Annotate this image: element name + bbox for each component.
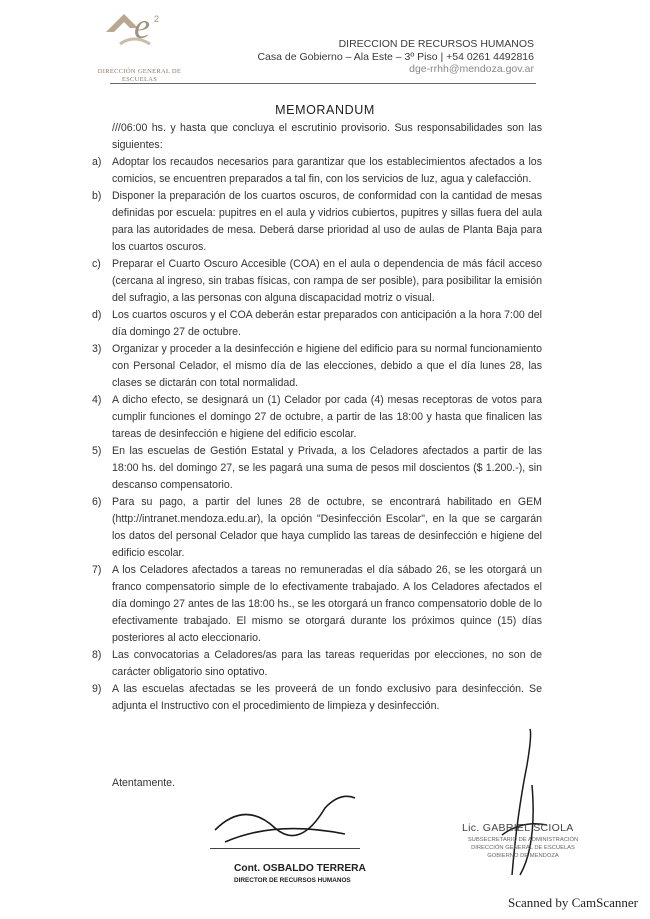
item-text: Disponer la preparación de los cuartos oscuros, de conformidad con la cantidad de mesas definidas por escuela: pupitres en el aula y vidrios cubiertos, pupitres y sillas fuera del aula para las autoridades de mesa. Deberá darse prioridad al uso de aulas de Planta Baja para los cuartos oscuros. <box>112 190 542 253</box>
svg-text:2: 2 <box>154 14 160 24</box>
item-marker: c) <box>92 258 101 270</box>
list-item <box>92 647 542 681</box>
item-text: Organizar y proceder a la desinfección e higiene del edificio para su normal funcionamiento con Personal Celador, el mismo día de las elecciones, debido a que el día lunes 28, las clases se dictarán con total normalidad. <box>112 343 542 389</box>
list-item <box>92 256 542 307</box>
list-item <box>92 681 542 715</box>
item-marker: 5) <box>92 445 102 457</box>
letterhead-contact <box>257 38 534 76</box>
item-text: Adoptar los recaudos necesarios para garantizar que los establecimientos afectados a los comicios, se encuentren preparados a tal fin, con los servicios de luz, agua y calefacción. <box>112 156 542 185</box>
list-item <box>92 443 542 494</box>
memo-title: MEMORANDUM <box>275 103 375 117</box>
item-marker: 7) <box>92 564 102 576</box>
item-marker: 6) <box>92 496 102 508</box>
closing-text: Atentamente. <box>112 777 176 789</box>
dge-logo-icon <box>100 4 180 66</box>
signatory-1-name: Cont. OSBALDO TERRERA <box>234 863 366 874</box>
item-text: Las convocatorias a Celadores/as para las tareas requeridas por elecciones, no son de carácter obligatorio sino optativo. <box>112 649 542 678</box>
item-marker: 8) <box>92 649 102 661</box>
department-name: DIRECCION DE RECURSOS HUMANOS <box>338 38 534 50</box>
stamp-line: GOBIERNO DE MENDOZA <box>487 853 559 859</box>
list-item <box>92 562 542 647</box>
list-item <box>92 154 542 188</box>
signature-line <box>210 848 360 849</box>
svg-text:e: e <box>134 6 150 46</box>
intro-paragraph: ///06:00 hs. y hasta que concluya el escrutinio provisorio. Sus responsabilidades son las siguientes: <box>112 122 542 151</box>
item-marker: a) <box>92 156 102 168</box>
header-rule <box>110 83 536 84</box>
item-marker: b) <box>92 190 102 202</box>
list-item <box>92 494 542 562</box>
item-text: A los Celadores afectados a tareas no remuneradas el día sábado 26, se les otorgará un franco compensatorio simple de lo efectivamente trabajado. A los Celadores afectados el día domingo 27 antes de las 18:00 hs., se les otorgará un franco compensatorio doble de lo efectivamente trabajado. El mismo se otorgará durante los próximos quince (15) días posteriores al acto eleccionario. <box>112 564 542 644</box>
list-item <box>92 341 542 392</box>
item-text: A las escuelas afectadas se les proveerá de un fondo exclusivo para desinfección. Se adjunta el Instructivo con el procedimiento de limpieza y desinfección. <box>112 683 542 712</box>
signature-terrera <box>205 790 365 860</box>
scanner-watermark: Scanned by CamScanner <box>508 895 638 910</box>
stamp-line: SUBSECRETARIO DE ADMINISTRACIÓN <box>467 837 579 843</box>
list-item <box>92 392 542 443</box>
department-address: Casa de Gobierno – Ala Este – 3º Piso | +54 0261 4492816 <box>257 50 534 63</box>
item-text: Para su pago, a partir del lunes 28 de octubre, se encontrará habilitado en GEM (http://intranet.mendoza.edu.ar), la opción "Desinfección Escolar", en la que se cargarán los datos del personal Celador que haya cumplido las tareas de desinfección e higiene del edificio escolar. <box>112 496 542 559</box>
item-marker: 3) <box>92 343 102 355</box>
department-email: dge-rrhh@mendoza.gov.ar <box>409 63 534 75</box>
item-text: En las escuelas de Gestión Estatal y Privada, a los Celadores afectados a partir de las 18:00 hs. del domingo 27, se les pagará una suma de pesos mil doscientos ($ 1.200.-), sin descanso compensatorio. <box>112 445 542 491</box>
item-marker: d) <box>92 309 102 321</box>
logo-text: DIRECCIÓN GENERAL DE ESCUELAS <box>97 68 182 83</box>
item-text: Los cuartos oscuros y el COA deberán estar preparados con anticipación a la hora 7:00 del día domingo 27 de octubre. <box>112 309 542 338</box>
list-item <box>92 307 542 341</box>
item-text: Preparar el Cuarto Oscuro Accesible (COA) en el aula o dependencia de más fácil acceso (cercana al ingreso, sin trabas físicas, con rampa de ser posible), para posibilitar la emisión del sufragio, a las personas con alguna discapacidad motriz o visual. <box>112 258 542 304</box>
list-item <box>92 188 542 256</box>
stamp-line: DIRECCIÓN GENERAL DE ESCUELAS <box>471 845 575 851</box>
item-marker: 4) <box>92 394 102 406</box>
signatory-2-name: Lic. GABRIEL SCIOLA <box>462 822 574 834</box>
item-text: A dicho efecto, se designará un (1) Celador por cada (4) mesas receptoras de votos para cumplir funciones el domingo 27 de octubre, a partir de las 18:00 y hasta que finalicen las tareas de desinfección e higiene del edificio escolar. <box>112 394 542 440</box>
memo-body <box>92 120 542 715</box>
signatory-1-role: DIRECTOR DE RECURSOS HUMANOS <box>234 877 351 884</box>
official-stamp <box>458 836 588 860</box>
dge-logo <box>92 4 182 84</box>
item-marker: 9) <box>92 683 102 695</box>
signature-sciola <box>492 725 562 895</box>
